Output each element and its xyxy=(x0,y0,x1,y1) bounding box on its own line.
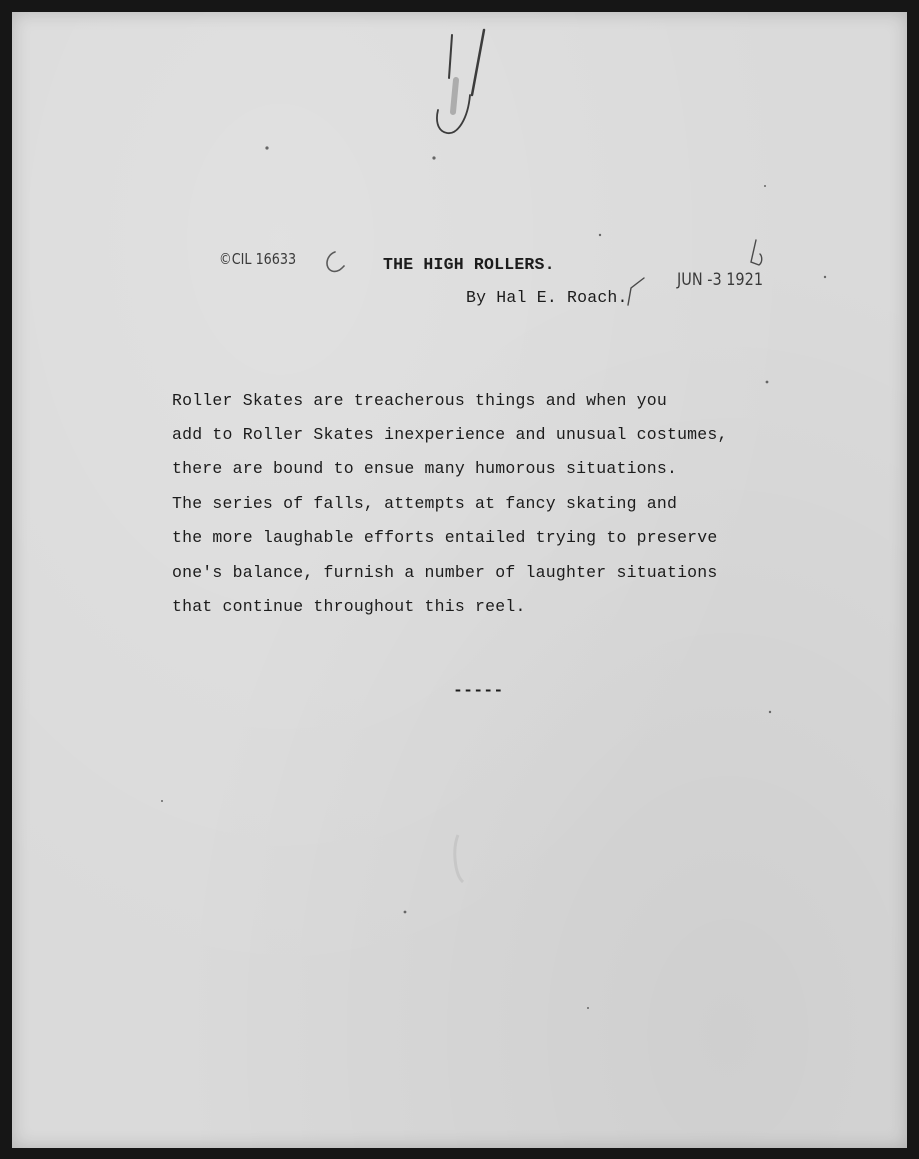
faint-smudge xyxy=(455,835,463,882)
date-stamp: JUN -3 1921 xyxy=(677,270,764,290)
body-line: Roller Skates are treacherous things and when you xyxy=(172,391,667,410)
body-line: the more laughable efforts entailed trying to preserve xyxy=(172,528,718,547)
copyright-hook-mark xyxy=(327,252,344,271)
body-line: The series of falls, attempts at fancy skating and xyxy=(172,494,678,513)
body-line: there are bound to ensue many humorous situations. xyxy=(172,459,678,478)
body-line: add to Roller Skates inexperience and unusual costumes, xyxy=(172,425,728,444)
body-line: that continue throughout this reel. xyxy=(172,597,526,616)
author-byline: By Hal E. Roach. xyxy=(466,288,628,307)
paper-clip-mark xyxy=(437,30,484,133)
document-title: THE HIGH ROLLERS. xyxy=(383,255,555,274)
body-line: one's balance, furnish a number of laughter situations xyxy=(172,563,718,582)
copyright-stamp: ©CIL 16633 xyxy=(219,250,297,268)
end-separator: ----- xyxy=(453,681,504,700)
